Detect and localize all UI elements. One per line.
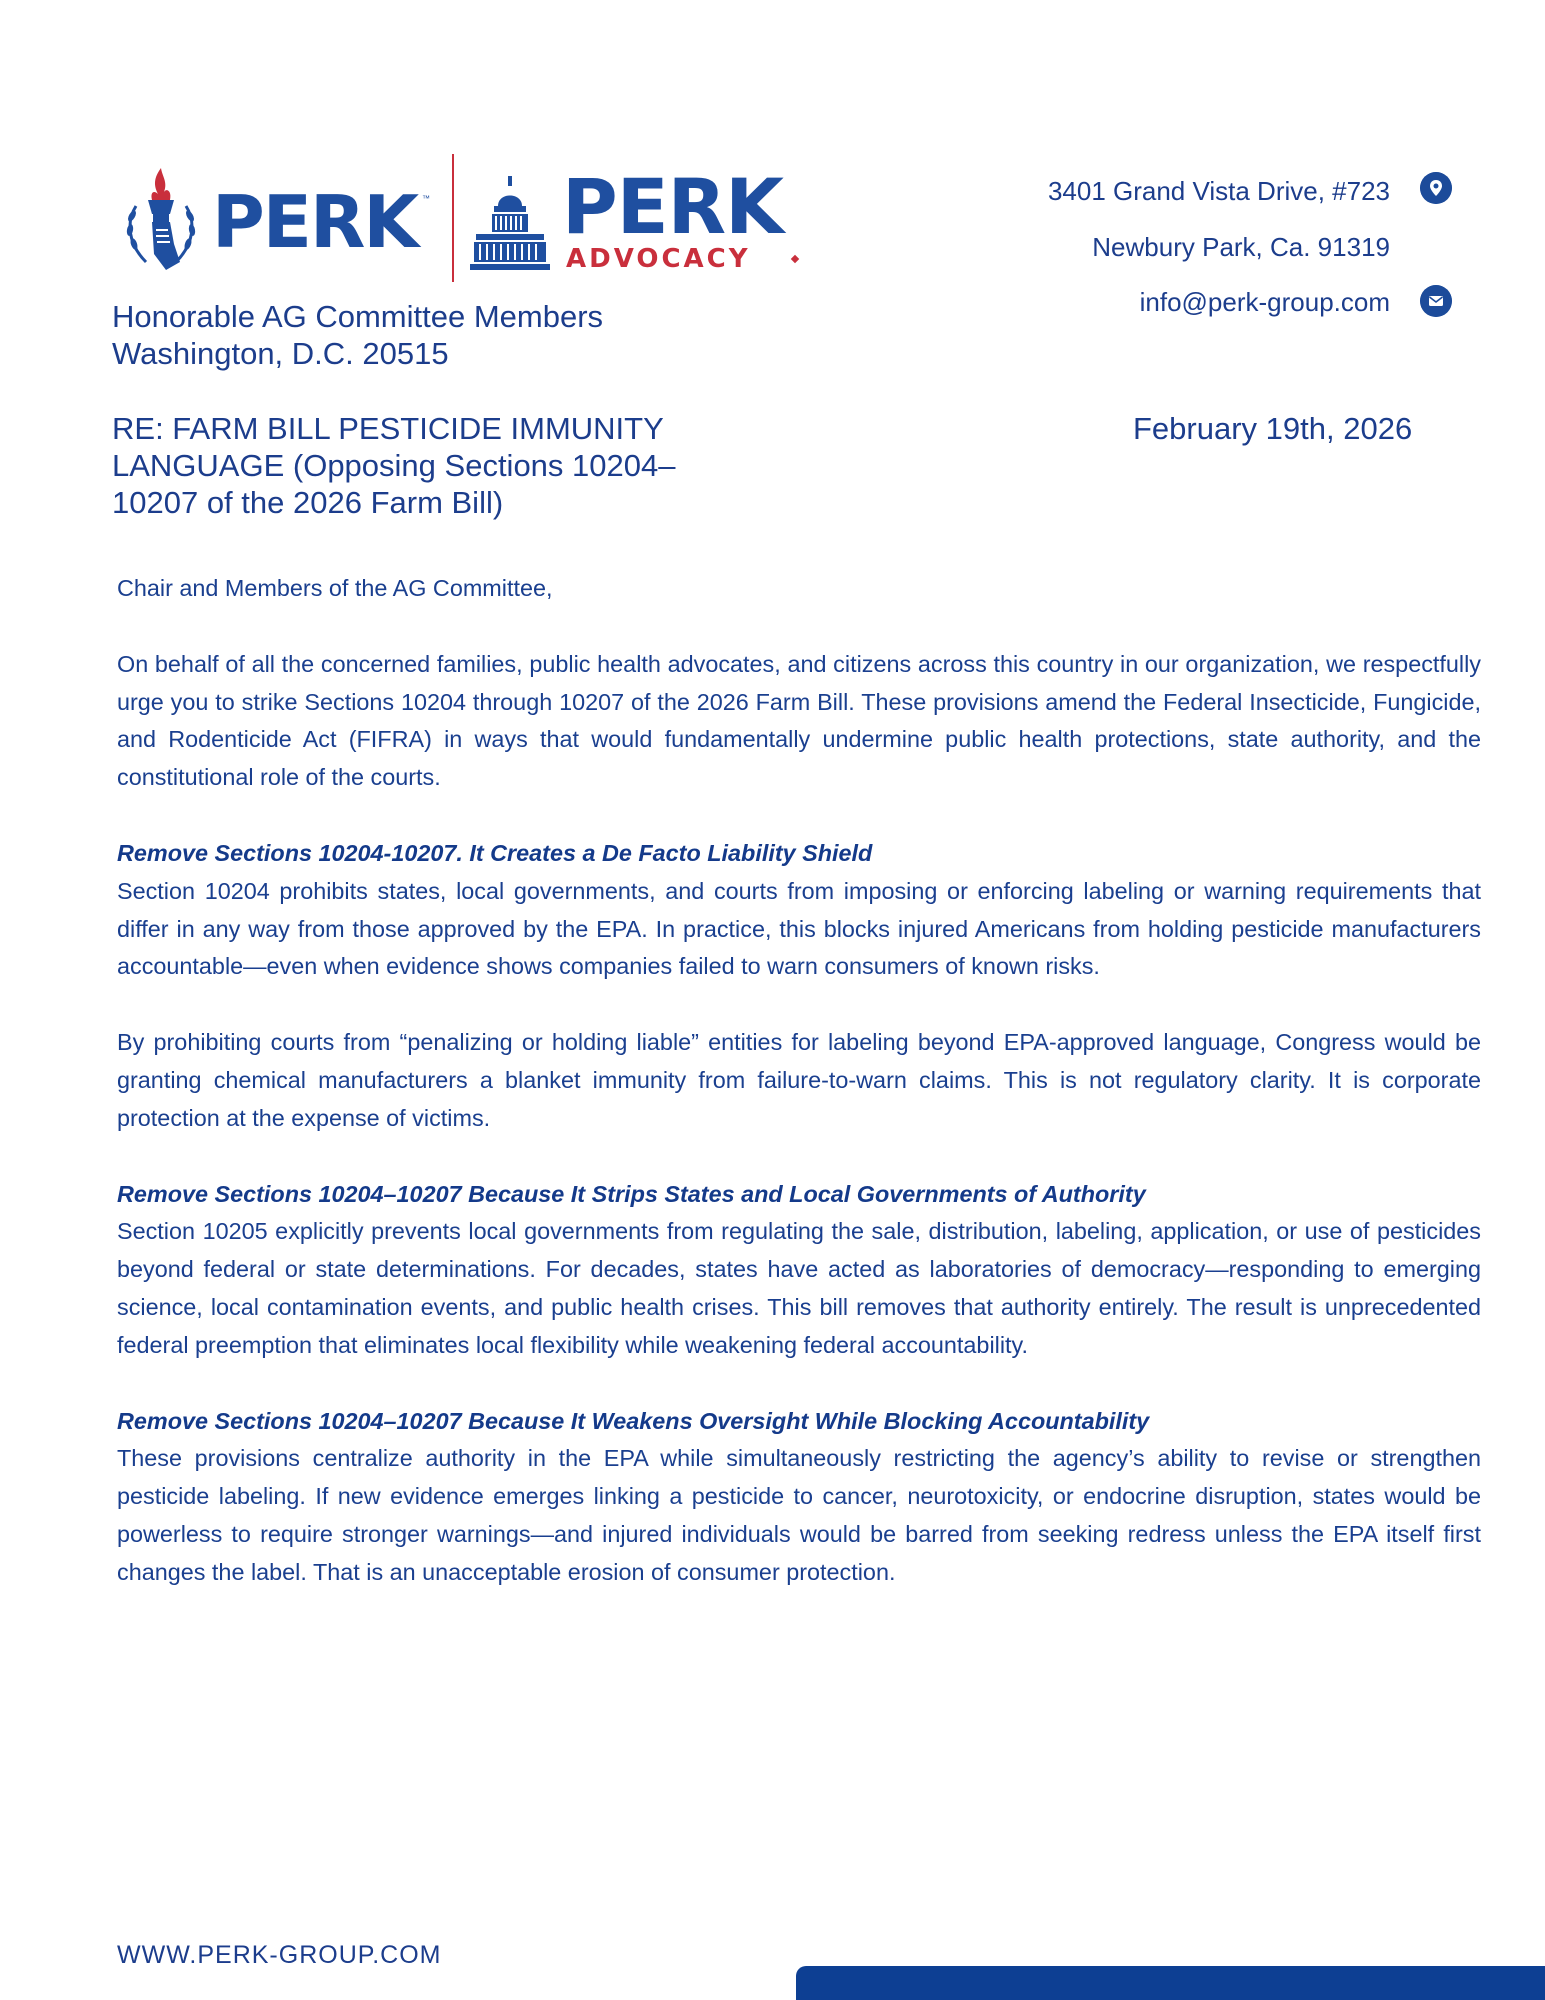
section-2-paragraph-1: Section 10205 explicitly prevents local governments from regulating the sale, distribution, labeling, application, or use of pesticides beyond federal or state determinations. For decades, states have acted as laboratories of democracy—responding to emerging science, local contamination events, and public health crises. This bill removes that authority entirely. The result is unprecedented federal preemption that eliminates local flexibility while weakening federal accountability. (117, 1218, 1481, 1358)
contact-email[interactable]: info@perk-group.com (1139, 287, 1390, 317)
section-heading-1: Remove Sections 10204-10207. It Creates a De Facto Liability Shield (117, 839, 873, 866)
footer-accent-bar (796, 1966, 1545, 2000)
section-1-paragraph-2: By prohibiting courts from “penalizing or holding liable” entities for labeling beyond EPA-approved language, Congress would be granting chemical manufacturers a blanket immunity from failure-to-warn claims. This is not regulatory clarity. It is corporate protection at the expense of victims. (117, 1029, 1481, 1131)
advocacy-wordmark: ADVOCACY (566, 244, 751, 274)
subject-line-1: RE: FARM BILL PESTICIDE IMMUNITY (112, 411, 664, 446)
section-heading-2: Remove Sections 10204–10207 Because It Strips States and Local Governments of Authority (117, 1180, 1146, 1207)
contact-city: Newbury Park, Ca. 91319 (1092, 232, 1390, 262)
envelope-icon (1420, 285, 1452, 317)
salutation: Chair and Members of the AG Committee, (117, 575, 553, 601)
subject-line-3: 10207 of the 2026 Farm Bill) (112, 485, 504, 520)
recipient-block (112, 298, 812, 372)
subject-line-2: LANGUAGE (Opposing Sections 10204– (112, 448, 676, 483)
contact-address: 3401 Grand Vista Drive, #723 (1047, 176, 1390, 206)
footer-website[interactable]: WWW.PERK-GROUP.COM (117, 1941, 442, 1969)
intro-paragraph: On behalf of all the concerned families, public health advocates, and citizens across this country in our organization, we respectfully urge you to strike Sections 10204 through 10207 of the 2026 Farm Bill. These provisions amend the Federal Insecticide, Fungicide, and Rodenticide Act (FIFRA) in ways that would fundamentally undermine public health protections, state authority, and the constitutional role of the courts. (117, 650, 1481, 791)
section-heading-3: Remove Sections 10204–10207 Because It Weakens Oversight While Blocking Accountability (117, 1407, 1150, 1434)
recipient-line-1: Honorable AG Committee Members (112, 299, 604, 334)
section-1-paragraph-1: Section 10204 prohibits states, local governments, and courts from imposing or enforcing labeling or warning requirements that differ in any way from those approved by the EPA. In practice, this blocks injured Americans from holding pesticide manufacturers accountable—even when evidence shows companies failed to warn consumers of known risks. (117, 877, 1481, 980)
perk-logo (122, 166, 432, 276)
torch-emblem-icon (122, 166, 200, 276)
letter-date: February 19th, 2026 (1133, 411, 1413, 446)
letter-body (117, 570, 1481, 1630)
logo-divider (452, 154, 454, 282)
advocacy-dot (791, 255, 799, 263)
letterhead-logos (122, 150, 802, 285)
subject-block (112, 410, 752, 521)
perk-advocacy-logo (470, 162, 800, 278)
trademark-mark: ™ (422, 194, 430, 203)
map-pin-icon (1420, 172, 1452, 204)
perk-logo-wordmark: PERK (212, 180, 418, 264)
section-3-paragraph-1: These provisions centralize authority in the EPA while simultaneously restricting the agency’s ability to revise or strengthen pesticide labeling. If new evidence emerges linking a pesticide to cancer, neurotoxicity, or endocrine disruption, states would be powerless to require stronger warnings—and injured individuals would be barred from seeking redress unless the EPA itself first changes the label. That is an unacceptable erosion of consumer protection. (117, 1445, 1481, 1585)
perk-advocacy-wordmark: PERK (562, 162, 784, 251)
recipient-line-2: Washington, D.C. 20515 (112, 336, 449, 371)
capitol-dome-icon (470, 176, 550, 270)
